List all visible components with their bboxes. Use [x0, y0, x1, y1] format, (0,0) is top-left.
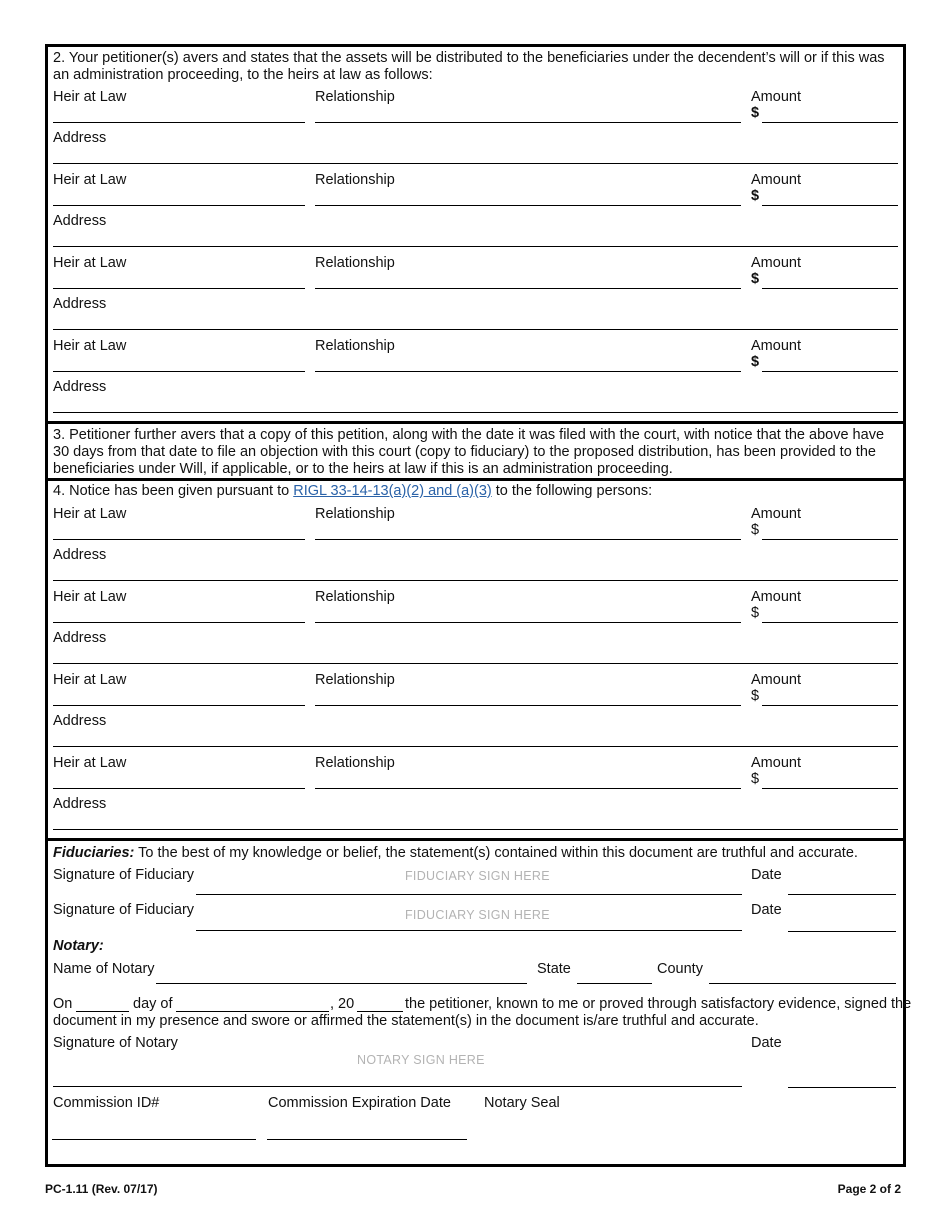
address-label: Address: [53, 213, 107, 229]
heir-name-line[interactable]: [53, 539, 305, 540]
amount-line[interactable]: [762, 205, 898, 206]
amount-line[interactable]: [762, 122, 898, 123]
fiduciary-signature-label: Signature of Fiduciary: [53, 867, 195, 883]
amount-label: Amount: [751, 755, 801, 771]
fiduciary-sign-placeholder[interactable]: FIDUCIARY SIGN HERE: [405, 908, 550, 922]
fiduciary-statement: Fiduciaries: To the best of my knowledge or belief, the statement(s) contained within this document are truthful and accurate.: [53, 845, 858, 861]
relationship-label: Relationship: [315, 338, 395, 354]
section-divider: [45, 838, 906, 841]
address-line[interactable]: [53, 246, 898, 247]
commission-id-line[interactable]: [52, 1139, 256, 1140]
commission-expiration-label: Commission Expiration Date: [268, 1095, 451, 1111]
heir-at-law-label: Heir at Law: [53, 755, 127, 771]
heir-name-line[interactable]: [53, 122, 305, 123]
notary-year-prefix: , 20: [330, 996, 355, 1012]
heir-name-line[interactable]: [53, 705, 305, 706]
notary-sentence-line2: document in my presence and swore or affirmed the statement(s) in the document is/are truthful and accurate.: [53, 1013, 759, 1029]
section2-intro: 2. Your petitioner(s) avers and states that the assets will be distributed to the beneficiaries under the decendent’s will or if this was an administration proceeding, to the heirs at law as follows:: [53, 50, 885, 83]
amount-label: Amount: [751, 89, 801, 105]
section4-intro: 4. Notice has been given pursuant to RIGL 33-14-13(a)(2) and (a)(3) to the following persons:: [53, 483, 653, 499]
address-line[interactable]: [53, 580, 898, 581]
relationship-line[interactable]: [315, 622, 741, 623]
amount-label: Amount: [751, 589, 801, 605]
address-line[interactable]: [53, 163, 898, 164]
heir-at-law-label: Heir at Law: [53, 506, 127, 522]
currency-symbol: $: [751, 271, 760, 287]
currency-symbol: $: [751, 771, 760, 787]
fiduciary-signature-line[interactable]: [196, 930, 742, 931]
heir-name-line[interactable]: [53, 622, 305, 623]
heir-at-law-label: Heir at Law: [53, 672, 127, 688]
amount-line[interactable]: [762, 705, 898, 706]
amount-line[interactable]: [762, 788, 898, 789]
relationship-label: Relationship: [315, 672, 395, 688]
address-line[interactable]: [53, 412, 898, 413]
relationship-line[interactable]: [315, 705, 741, 706]
notary-day-line[interactable]: [76, 1011, 129, 1012]
heir-at-law-label: Heir at Law: [53, 89, 127, 105]
notary-heading: Notary:: [53, 938, 104, 954]
heir-name-line[interactable]: [53, 205, 305, 206]
relationship-line[interactable]: [315, 371, 741, 372]
relationship-line[interactable]: [315, 788, 741, 789]
notary-sentence-tail: the petitioner, known to me or proved through satisfactory evidence, signed the: [405, 996, 912, 1012]
fiduciary-date-line[interactable]: [788, 894, 896, 895]
notary-month-line[interactable]: [176, 1011, 329, 1012]
relationship-label: Relationship: [315, 255, 395, 271]
relationship-label: Relationship: [315, 89, 395, 105]
heir-name-line[interactable]: [53, 288, 305, 289]
address-line[interactable]: [53, 663, 898, 664]
heir-at-law-label: Heir at Law: [53, 255, 127, 271]
fiduciary-date-label: Date: [751, 902, 782, 918]
relationship-label: Relationship: [315, 506, 395, 522]
notary-name-label: Name of Notary: [53, 961, 155, 977]
address-label: Address: [53, 713, 107, 729]
relationship-label: Relationship: [315, 172, 395, 188]
notary-state-label: State: [537, 961, 571, 977]
notary-state-line[interactable]: [577, 983, 652, 984]
notary-date-line[interactable]: [788, 1087, 896, 1088]
notary-day-of-label: day of: [133, 996, 173, 1012]
notary-signature-label: Signature of Notary: [53, 1035, 178, 1051]
notary-date-label: Date: [751, 1035, 782, 1051]
amount-label: Amount: [751, 338, 801, 354]
amount-line[interactable]: [762, 371, 898, 372]
notary-county-label: County: [657, 961, 703, 977]
currency-symbol: $: [751, 605, 760, 621]
amount-line[interactable]: [762, 539, 898, 540]
notary-on-label: On: [53, 996, 73, 1012]
amount-line[interactable]: [762, 288, 898, 289]
section-divider: [45, 478, 906, 481]
address-label: Address: [53, 130, 107, 146]
relationship-label: Relationship: [315, 589, 395, 605]
rigl-statute-link[interactable]: RIGL 33-14-13(a)(2) and (a)(3): [293, 483, 492, 499]
heir-name-line[interactable]: [53, 788, 305, 789]
currency-symbol: $: [751, 354, 760, 370]
address-label: Address: [53, 796, 107, 812]
amount-label: Amount: [751, 506, 801, 522]
notary-sign-placeholder[interactable]: NOTARY SIGN HERE: [357, 1053, 485, 1067]
notary-signature-line[interactable]: [53, 1086, 742, 1087]
address-label: Address: [53, 379, 107, 395]
address-label: Address: [53, 547, 107, 563]
heir-at-law-label: Heir at Law: [53, 338, 127, 354]
address-label: Address: [53, 630, 107, 646]
section3-text: 3. Petitioner further avers that a copy of this petition, along with the date it was filed with the court, with notice that the above have 30 days from that date to file an objection with this court (copy to fiduciary) to the proposed distribution, has been provided to the beneficiaries under Will, if applicable, or to the heirs at law if this is an administration proceeding.: [53, 427, 885, 477]
commission-id-label: Commission ID#: [53, 1095, 160, 1111]
heir-name-line[interactable]: [53, 371, 305, 372]
notary-year-line[interactable]: [357, 1011, 403, 1012]
section-divider: [45, 421, 906, 424]
fiduciary-date-label: Date: [751, 867, 782, 883]
relationship-label: Relationship: [315, 755, 395, 771]
address-line[interactable]: [53, 829, 898, 830]
amount-label: Amount: [751, 172, 801, 188]
fiduciary-signature-line[interactable]: [196, 894, 742, 895]
notary-name-line[interactable]: [156, 983, 527, 984]
commission-expiration-line[interactable]: [267, 1139, 467, 1140]
fiduciary-signature-label: Signature of Fiduciary: [53, 902, 195, 918]
address-line[interactable]: [53, 329, 898, 330]
notary-county-line[interactable]: [709, 983, 896, 984]
amount-label: Amount: [751, 672, 801, 688]
heir-at-law-label: Heir at Law: [53, 172, 127, 188]
heir-at-law-label: Heir at Law: [53, 589, 127, 605]
fiduciary-sign-placeholder[interactable]: FIDUCIARY SIGN HERE: [405, 869, 550, 883]
relationship-line[interactable]: [315, 205, 741, 206]
relationship-line[interactable]: [315, 539, 741, 540]
relationship-line[interactable]: [315, 288, 741, 289]
amount-label: Amount: [751, 255, 801, 271]
notary-seal-label: Notary Seal: [484, 1095, 560, 1111]
amount-line[interactable]: [762, 622, 898, 623]
address-line[interactable]: [53, 746, 898, 747]
currency-symbol: $: [751, 688, 760, 704]
currency-symbol: $: [751, 105, 760, 121]
address-label: Address: [53, 296, 107, 312]
currency-symbol: $: [751, 522, 760, 538]
fiduciary-date-line[interactable]: [788, 931, 896, 932]
form-id: PC-1.11 (Rev. 07/17): [45, 1182, 158, 1196]
relationship-line[interactable]: [315, 122, 741, 123]
page-number: Page 2 of 2: [837, 1182, 901, 1196]
currency-symbol: $: [751, 188, 760, 204]
